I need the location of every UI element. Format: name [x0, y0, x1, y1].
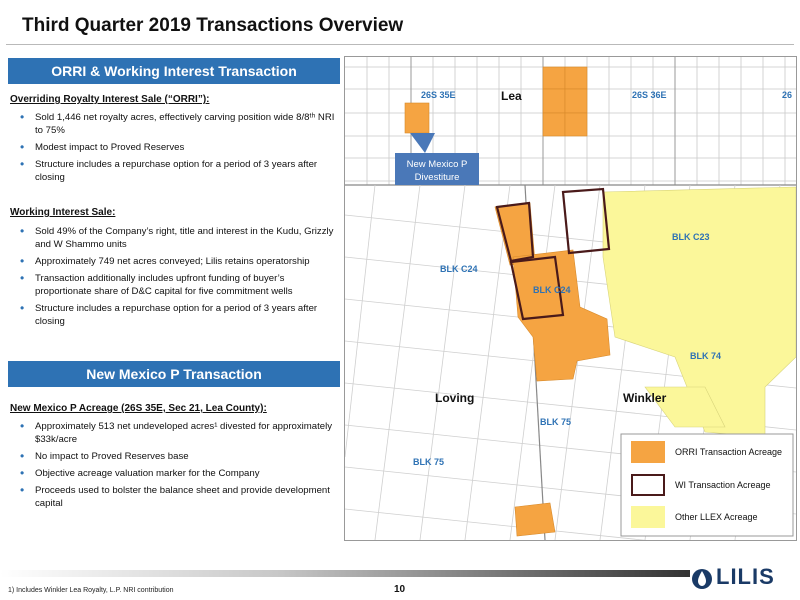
map-legend [621, 434, 793, 536]
footer-bar [0, 570, 690, 577]
royalty-bullet: • Modest impact to Proved Reserves [10, 141, 343, 154]
wi-bullet: • Structure includes a repurchase option for a period of 3 years after closing [10, 302, 343, 328]
legend-orri-swatch [631, 441, 665, 463]
wi-bullet: • Sold 49% of the Company’s right, title and interest in the Kudu, Grizzly and W Shammo units [10, 225, 343, 251]
county-label: Loving [435, 391, 475, 405]
wi-bullet: • Approximately 749 net acres conveyed; Lilis retains operatorship [10, 255, 343, 268]
block-label: BLK C24 [440, 264, 478, 274]
royalty-heading: Overriding Royalty Interest Sale (“ORRI”): [10, 94, 210, 105]
block-label: BLK 75 [540, 417, 572, 427]
township-label: 26 [782, 90, 793, 100]
map-canvas [345, 57, 796, 540]
county-label: Lea [501, 89, 522, 103]
block-label: BLK 74 [690, 351, 722, 361]
acreage-map [344, 56, 797, 541]
township-label: 26S 35E [421, 90, 456, 100]
township-label: 26S 36E [632, 90, 667, 100]
legend-wi-swatch [632, 475, 664, 495]
legend-label: Other LLEX Acreage [675, 512, 758, 522]
royalty-bullet: • Sold 1,446 net royalty acres, effectively carving position wide 8/8ᵗʰ NRI to 75% [10, 111, 343, 137]
nmp-bullet: • Approximately 513 net undeveloped acres¹ divested for approximately $33k/acre [10, 420, 343, 446]
royalty-bullet: • Structure includes a repurchase option for a period of 3 years after closing [10, 158, 343, 184]
nmp-bullet: • Proceeds used to bolster the balance sheet and provide development capital [10, 484, 343, 510]
footnote: 1) Includes Winkler Lea Royalty, L.P. NRI contribution [8, 587, 174, 594]
title-divider [6, 44, 794, 45]
royalty-bullet-list [10, 111, 343, 188]
page-title: Third Quarter 2019 Transactions Overview [22, 15, 404, 36]
block-label: BLK 75 [413, 457, 445, 467]
nmp-bullet: • No impact to Proved Reserves base [10, 450, 343, 463]
nmp-bullet-list [10, 420, 343, 514]
callout-line-1: New Mexico P [406, 159, 468, 170]
legend-llex-swatch [631, 506, 665, 528]
block-label: BLK C24 [533, 285, 571, 295]
legend-label: WI Transaction Acreage [675, 480, 771, 490]
wi-heading: Working Interest Sale: [10, 207, 116, 218]
orri-banner: ORRI & Working Interest Transaction [8, 58, 340, 84]
nmp-banner: New Mexico P Transaction [8, 361, 340, 387]
nmp-heading: New Mexico P Acreage (26S 35E, Sec 21, Lea County): [10, 403, 267, 414]
legend-label: ORRI Transaction Acreage [675, 447, 783, 457]
page-number: 10 [394, 584, 406, 595]
logo-text: LILIS [716, 564, 775, 589]
nmp-bullet: • Objective acreage valuation marker for the Company [10, 467, 343, 480]
county-label: Winkler [623, 391, 667, 405]
block-label: BLK C23 [672, 232, 710, 242]
callout-line-2: Divestiture [414, 172, 460, 183]
wi-bullet-list [10, 225, 343, 332]
wi-bullet: • Transaction additionally includes upfront funding of buyer’s proportionate share of D&C capital for five commitment wells [10, 272, 343, 298]
